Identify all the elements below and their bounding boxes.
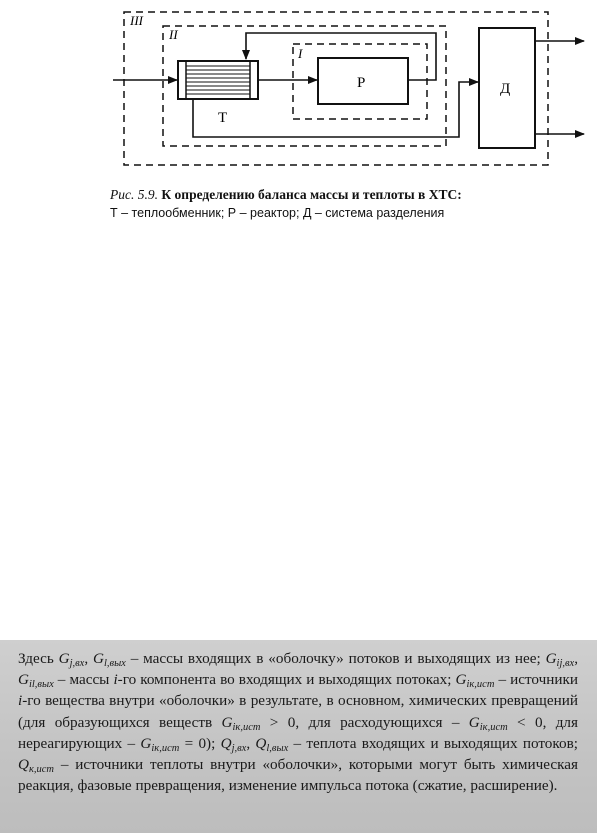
math-symbol: G — [93, 650, 104, 667]
math-symbol: G — [18, 671, 29, 689]
figure-number: Рис. 5.9. — [110, 187, 158, 202]
math-symbol: Q — [220, 734, 232, 752]
text-span: > 0, для расходующихся – — [260, 713, 469, 731]
figure-title: К определению баланса массы и теплоты в ХТС: — [161, 187, 462, 202]
math-symbol: Q — [255, 734, 267, 752]
math-subscript: к,ист — [28, 764, 54, 776]
boundary-label-II: II — [169, 27, 178, 42]
separator-label: Д — [500, 81, 511, 97]
text-span: – массы входящих в «оболочку» потоков и выходящих из нее; — [125, 650, 546, 667]
math-symbol: i — [113, 671, 118, 689]
math-symbol: i — [18, 692, 23, 710]
math-symbol: G — [140, 734, 152, 752]
figure-legend: Т – теплообменник; Р – реактор; Д – система разделения — [110, 206, 445, 220]
htc-balance-diagram — [0, 0, 597, 180]
text-span: , — [84, 650, 93, 667]
figure-caption — [110, 186, 590, 203]
text-span: , — [574, 650, 579, 667]
boundary-label-III: III — [130, 13, 143, 28]
body-paragraph — [18, 648, 578, 796]
math-subscript: il,вых — [28, 679, 54, 691]
text-span: – теплота входящих и выходящих потоков; — [288, 734, 578, 752]
text-span: -го компонента во входящих и выходящих потоках; — [117, 671, 456, 689]
text-span: – источники теплоты внутри «оболочки», которыми могут быть химическая реакция, фазовые превращения, изменение импульса потока (сжатие, расширение). — [18, 756, 578, 795]
math-subscript: iк,ист — [466, 679, 495, 691]
math-symbol: G — [221, 713, 233, 731]
math-symbol: Q — [18, 756, 29, 774]
text-span: – массы — [53, 671, 114, 689]
reactor-label: Р — [357, 75, 366, 91]
math-subscript: iк,ист — [232, 721, 261, 733]
text-block — [0, 640, 597, 833]
math-symbol: G — [468, 713, 480, 731]
text-span: , — [246, 734, 256, 752]
heat-exchanger-block — [178, 61, 258, 99]
math-subscript: j,вх — [69, 658, 85, 669]
math-subscript: l,вых — [103, 658, 126, 669]
math-symbol: G — [455, 671, 467, 689]
heat-exchanger-label: Т — [218, 110, 228, 126]
text-span: < 0, для нереагирующих – — [18, 713, 578, 752]
text-span: – источники — [494, 671, 579, 689]
boundary-label-I: I — [298, 46, 303, 61]
math-symbol: G — [58, 650, 70, 667]
math-subscript: ij,вх — [556, 658, 575, 669]
text-span: Здесь — [18, 650, 59, 667]
text-span: = 0); — [179, 734, 221, 752]
math-subscript: j,вх — [231, 742, 247, 754]
math-subscript: iк,ист — [151, 742, 180, 754]
math-subscript: l,вых — [266, 742, 289, 754]
math-symbol: G — [545, 650, 557, 667]
text-span: -го вещества внутри «оболочки» в результате, в основном, химических превращений (для образующихся веществ — [18, 692, 578, 731]
math-subscript: iк,ист — [479, 721, 508, 733]
